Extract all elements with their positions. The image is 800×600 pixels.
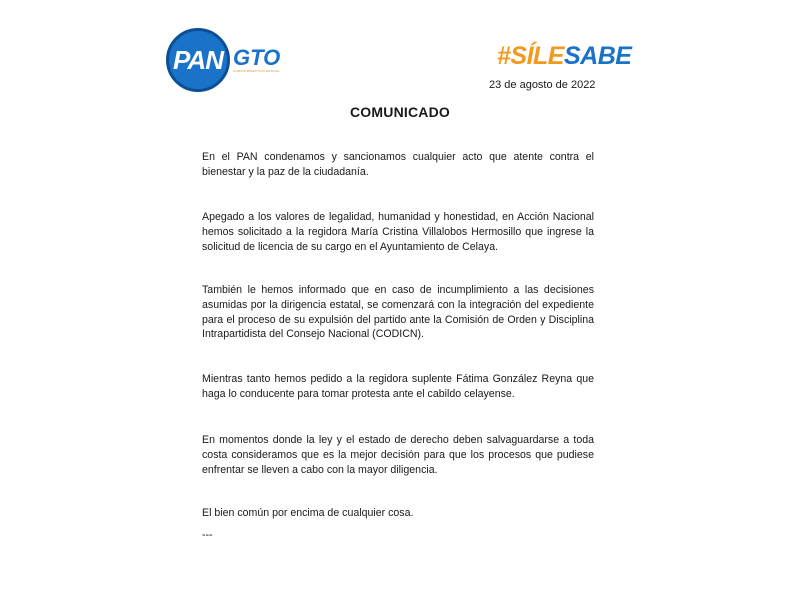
si-le-sabe-slogan [497, 42, 631, 71]
paragraph-substitute: Mientras tanto hemos pedido a la regidora suplente Fátima González Reyna que haga lo conducente para tomar protesta ante el cabildo celayense. [202, 373, 594, 400]
slogan-sabe: SABE [563, 42, 632, 70]
slogan-le: LE [533, 42, 564, 70]
slogan-hash: # [497, 42, 511, 70]
gto-block [233, 47, 280, 73]
slogan-si: SÍ [510, 42, 534, 70]
paragraph-separator: --- [202, 529, 213, 541]
gto-logo-subtitle: COMITÉ DIRECTIVO ESTATAL [233, 69, 281, 73]
paragraph-condemnation: En el PAN condenamos y sancionamos cualquier acto que atente contra el bienestar y la paz de la ciudadanía. [202, 151, 594, 178]
pan-gto-logo [166, 28, 280, 92]
pan-circle-logo [166, 28, 230, 92]
paragraph-license-request: Apegado a los valores de legalidad, humanidad y honestidad, en Acción Nacional hemos solicitado a la regidora María Cristina Villalobos Hermosillo que ingrese la solicitud de licencia de su cargo en el Ayuntamiento de Celaya. [202, 211, 594, 253]
gto-logo-text: GTO [233, 45, 281, 70]
paragraph-rule-of-law: En momentos donde la ley y el estado de derecho deben salvaguardarse a toda costa consideramos que es la mejor decisión para que los procesos que pudiese enfrentar se lleven a cabo con la mayor diligencia. [202, 434, 594, 476]
paragraph-expulsion-warning: También le hemos informado que en caso de incumplimiento a las decisiones asumidas por la dirigencia estatal, se comenzará con la integración del expediente para el proceso de su expulsión del partido ante la Comisión de Orden y Disciplina Intrapartidista del Consejo Nacional (CODICN). [202, 284, 594, 341]
document-title: COMUNICADO [350, 104, 450, 120]
document-date: 23 de agosto de 2022 [489, 79, 596, 91]
pan-logo-text: PAN [173, 44, 223, 75]
paragraph-common-good: El bien común por encima de cualquier cosa. [202, 507, 414, 519]
